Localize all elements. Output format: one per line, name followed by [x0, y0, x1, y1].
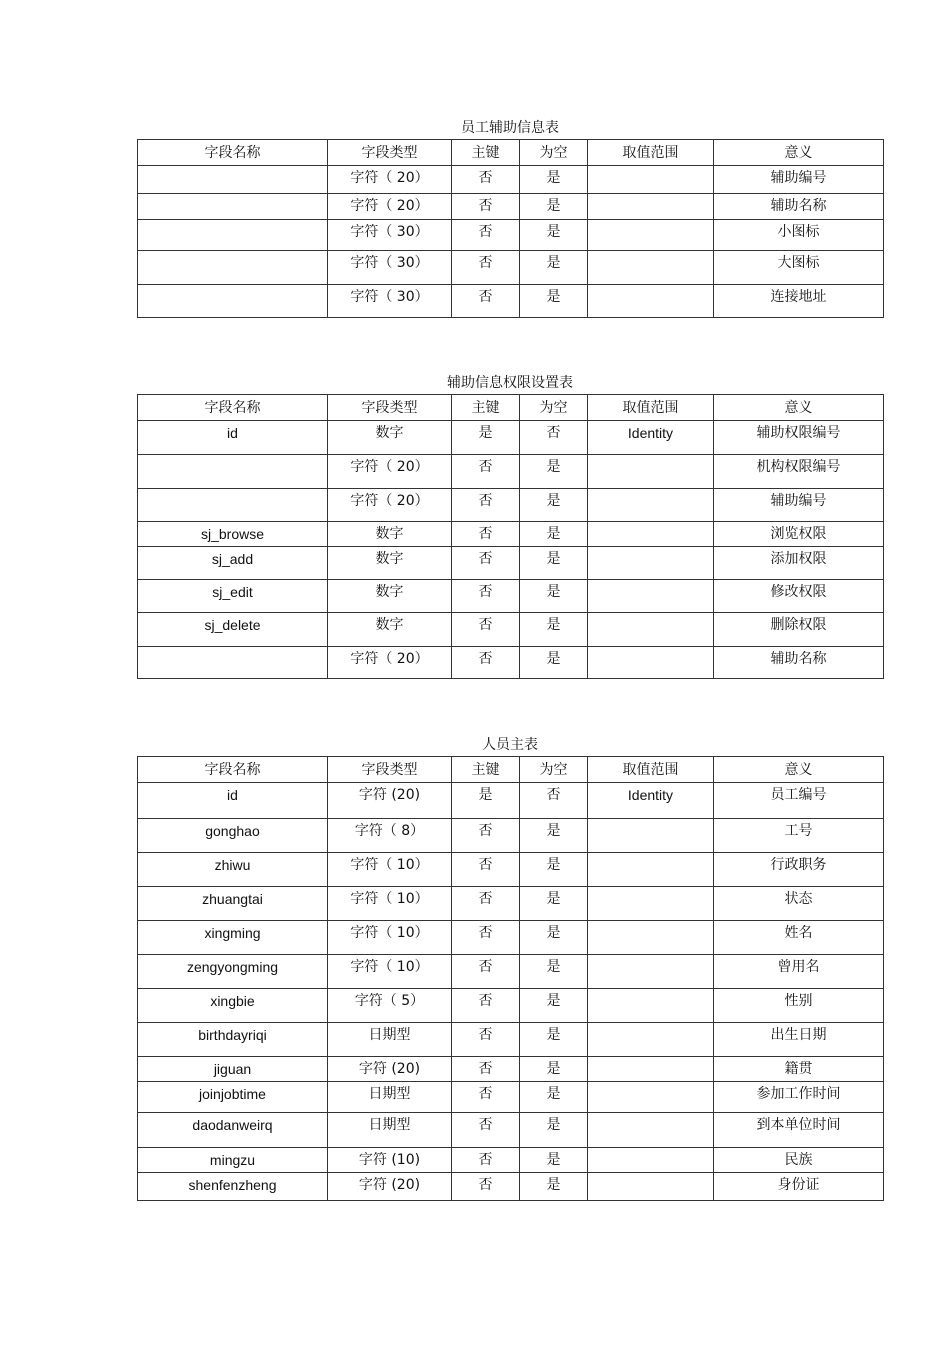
field-type-cell: 字符（ 10） [328, 853, 452, 887]
meaning-cell: 添加权限 [714, 547, 884, 580]
value-range-cell [588, 1057, 714, 1082]
value-range-cell [588, 1148, 714, 1173]
meaning-cell: 行政职务 [714, 853, 884, 887]
primary-key-cell: 否 [452, 285, 520, 318]
field-type-cell: 字符（ 30） [328, 285, 452, 318]
table-row [138, 522, 884, 547]
table-row [138, 194, 884, 220]
table-row [138, 887, 884, 921]
column-header: 字段类型 [328, 140, 452, 166]
table-row [138, 1173, 884, 1201]
field-name-cell: zengyongming [138, 955, 328, 989]
nullable-cell: 是 [520, 489, 588, 522]
primary-key-cell: 否 [452, 1057, 520, 1082]
primary-key-cell: 否 [452, 819, 520, 853]
value-range-cell [588, 989, 714, 1023]
primary-key-cell: 否 [452, 580, 520, 613]
field-name-cell: sj_browse [138, 522, 328, 547]
field-name-cell: id [138, 421, 328, 455]
table-row [138, 489, 884, 522]
field-type-cell: 字符 (20) [328, 1173, 452, 1201]
field-type-cell: 字符（ 20） [328, 166, 452, 194]
primary-key-cell: 否 [452, 1148, 520, 1173]
field-name-cell: birthdayriqi [138, 1023, 328, 1057]
field-name-cell [138, 455, 328, 489]
field-type-cell: 字符（ 5） [328, 989, 452, 1023]
field-type-cell: 数字 [328, 580, 452, 613]
value-range-cell [588, 819, 714, 853]
primary-key-cell: 否 [452, 955, 520, 989]
table-row [138, 1148, 884, 1173]
value-range-cell [588, 547, 714, 580]
value-range-cell [588, 580, 714, 613]
meaning-cell: 身份证 [714, 1173, 884, 1201]
value-range-cell [588, 194, 714, 220]
primary-key-cell: 否 [452, 166, 520, 194]
nullable-cell: 是 [520, 455, 588, 489]
value-range-cell [588, 455, 714, 489]
table-row [138, 613, 884, 647]
table-title: 辅助信息权限设置表 [447, 375, 573, 391]
table-row [138, 783, 884, 819]
nullable-cell: 是 [520, 853, 588, 887]
table-row [138, 819, 884, 853]
nullable-cell: 是 [520, 989, 588, 1023]
table-section-3 [137, 736, 883, 1201]
primary-key-cell: 否 [452, 220, 520, 251]
value-range-cell [588, 647, 714, 679]
primary-key-cell: 否 [452, 547, 520, 580]
field-type-cell: 日期型 [328, 1082, 452, 1113]
primary-key-cell: 否 [452, 613, 520, 647]
field-type-cell: 日期型 [328, 1023, 452, 1057]
table-section-1 [137, 119, 883, 318]
field-type-cell: 字符（ 20） [328, 455, 452, 489]
nullable-cell: 是 [520, 251, 588, 285]
meaning-cell: 浏览权限 [714, 522, 884, 547]
field-type-cell: 字符 (20) [328, 783, 452, 819]
column-header: 字段名称 [138, 395, 328, 421]
field-name-cell: shenfenzheng [138, 1173, 328, 1201]
table-row [138, 853, 884, 887]
primary-key-cell: 否 [452, 1082, 520, 1113]
primary-key-cell: 否 [452, 522, 520, 547]
column-header: 取值范围 [588, 140, 714, 166]
field-type-cell: 字符（ 20） [328, 647, 452, 679]
field-type-cell: 日期型 [328, 1113, 452, 1148]
meaning-cell: 出生日期 [714, 1023, 884, 1057]
field-name-cell [138, 285, 328, 318]
primary-key-cell: 否 [452, 1173, 520, 1201]
column-header: 主键 [452, 395, 520, 421]
nullable-cell: 是 [520, 1023, 588, 1057]
column-header: 字段类型 [328, 757, 452, 783]
header-row [138, 757, 884, 783]
meaning-cell: 修改权限 [714, 580, 884, 613]
table-row [138, 1113, 884, 1148]
value-range-cell [588, 166, 714, 194]
data-table [137, 756, 884, 1201]
value-range-cell [588, 853, 714, 887]
field-type-cell: 字符（ 8） [328, 819, 452, 853]
value-range-cell [588, 1113, 714, 1148]
meaning-cell: 曾用名 [714, 955, 884, 989]
primary-key-cell: 是 [452, 783, 520, 819]
field-type-cell: 字符（ 20） [328, 489, 452, 522]
table-title: 人员主表 [482, 737, 538, 753]
column-header: 取值范围 [588, 757, 714, 783]
nullable-cell: 是 [520, 1057, 588, 1082]
meaning-cell: 姓名 [714, 921, 884, 955]
table-row [138, 285, 884, 318]
nullable-cell: 否 [520, 783, 588, 819]
field-type-cell: 字符（ 10） [328, 955, 452, 989]
column-header: 意义 [714, 140, 884, 166]
header-row [138, 395, 884, 421]
meaning-cell: 员工编号 [714, 783, 884, 819]
field-name-cell: id [138, 783, 328, 819]
table-row [138, 921, 884, 955]
header-row [138, 140, 884, 166]
field-name-cell: zhiwu [138, 853, 328, 887]
field-type-cell: 字符（ 10） [328, 887, 452, 921]
nullable-cell: 是 [520, 194, 588, 220]
table-row [138, 1057, 884, 1082]
meaning-cell: 性别 [714, 989, 884, 1023]
table-title: 员工辅助信息表 [461, 120, 559, 136]
nullable-cell: 是 [520, 955, 588, 989]
value-range-cell: Identity [588, 421, 714, 455]
value-range-cell [588, 613, 714, 647]
field-type-cell: 数字 [328, 421, 452, 455]
field-name-cell: mingzu [138, 1148, 328, 1173]
field-name-cell: jiguan [138, 1057, 328, 1082]
column-header: 意义 [714, 395, 884, 421]
table-row [138, 547, 884, 580]
column-header: 字段名称 [138, 140, 328, 166]
field-name-cell: joinjobtime [138, 1082, 328, 1113]
nullable-cell: 是 [520, 613, 588, 647]
table-row [138, 220, 884, 251]
nullable-cell: 是 [520, 285, 588, 318]
meaning-cell: 连接地址 [714, 285, 884, 318]
table-row [138, 647, 884, 679]
field-name-cell [138, 489, 328, 522]
primary-key-cell: 否 [452, 251, 520, 285]
field-name-cell: xingming [138, 921, 328, 955]
value-range-cell [588, 887, 714, 921]
column-header: 字段类型 [328, 395, 452, 421]
meaning-cell: 删除权限 [714, 613, 884, 647]
column-header: 意义 [714, 757, 884, 783]
value-range-cell [588, 1023, 714, 1057]
column-header: 字段名称 [138, 757, 328, 783]
primary-key-cell: 否 [452, 455, 520, 489]
meaning-cell: 籍贯 [714, 1057, 884, 1082]
data-table [137, 139, 884, 318]
meaning-cell: 到本单位时间 [714, 1113, 884, 1148]
value-range-cell [588, 921, 714, 955]
field-type-cell: 数字 [328, 522, 452, 547]
table-section-2 [137, 374, 883, 679]
table-row [138, 955, 884, 989]
meaning-cell: 工号 [714, 819, 884, 853]
field-name-cell [138, 166, 328, 194]
primary-key-cell: 否 [452, 1113, 520, 1148]
table-row [138, 1082, 884, 1113]
field-name-cell [138, 251, 328, 285]
primary-key-cell: 否 [452, 1023, 520, 1057]
value-range-cell [588, 251, 714, 285]
primary-key-cell: 否 [452, 887, 520, 921]
field-type-cell: 字符 (20) [328, 1057, 452, 1082]
field-name-cell: sj_edit [138, 580, 328, 613]
value-range-cell [588, 955, 714, 989]
meaning-cell: 机构权限编号 [714, 455, 884, 489]
primary-key-cell: 否 [452, 989, 520, 1023]
column-header: 为空 [520, 395, 588, 421]
field-type-cell: 字符（ 10） [328, 921, 452, 955]
table-row [138, 166, 884, 194]
meaning-cell: 辅助编号 [714, 489, 884, 522]
meaning-cell: 小图标 [714, 220, 884, 251]
nullable-cell: 是 [520, 921, 588, 955]
nullable-cell: 是 [520, 647, 588, 679]
table-row [138, 989, 884, 1023]
value-range-cell [588, 522, 714, 547]
nullable-cell: 是 [520, 1173, 588, 1201]
data-table [137, 394, 884, 679]
field-type-cell: 字符 (10) [328, 1148, 452, 1173]
table-row [138, 1023, 884, 1057]
column-header: 为空 [520, 140, 588, 166]
table-row [138, 455, 884, 489]
nullable-cell: 是 [520, 220, 588, 251]
meaning-cell: 参加工作时间 [714, 1082, 884, 1113]
field-name-cell [138, 194, 328, 220]
field-type-cell: 数字 [328, 547, 452, 580]
nullable-cell: 是 [520, 1082, 588, 1113]
value-range-cell [588, 489, 714, 522]
meaning-cell: 状态 [714, 887, 884, 921]
field-name-cell [138, 647, 328, 679]
field-name-cell: zhuangtai [138, 887, 328, 921]
value-range-cell [588, 220, 714, 251]
field-type-cell: 字符（ 20） [328, 194, 452, 220]
meaning-cell: 辅助名称 [714, 647, 884, 679]
value-range-cell [588, 285, 714, 318]
nullable-cell: 是 [520, 819, 588, 853]
nullable-cell: 是 [520, 1148, 588, 1173]
table-row [138, 421, 884, 455]
nullable-cell: 是 [520, 580, 588, 613]
nullable-cell: 是 [520, 166, 588, 194]
column-header: 取值范围 [588, 395, 714, 421]
value-range-cell [588, 1082, 714, 1113]
field-name-cell: sj_add [138, 547, 328, 580]
meaning-cell: 大图标 [714, 251, 884, 285]
field-type-cell: 字符（ 30） [328, 251, 452, 285]
nullable-cell: 是 [520, 522, 588, 547]
meaning-cell: 民族 [714, 1148, 884, 1173]
table-row [138, 251, 884, 285]
nullable-cell: 是 [520, 1113, 588, 1148]
meaning-cell: 辅助编号 [714, 166, 884, 194]
primary-key-cell: 否 [452, 194, 520, 220]
field-type-cell: 数字 [328, 613, 452, 647]
field-name-cell: xingbie [138, 989, 328, 1023]
meaning-cell: 辅助名称 [714, 194, 884, 220]
primary-key-cell: 否 [452, 647, 520, 679]
field-type-cell: 字符（ 30） [328, 220, 452, 251]
nullable-cell: 是 [520, 887, 588, 921]
meaning-cell: 辅助权限编号 [714, 421, 884, 455]
field-name-cell: daodanweirq [138, 1113, 328, 1148]
nullable-cell: 否 [520, 421, 588, 455]
value-range-cell [588, 1173, 714, 1201]
field-name-cell: sj_delete [138, 613, 328, 647]
primary-key-cell: 否 [452, 921, 520, 955]
column-header: 主键 [452, 140, 520, 166]
value-range-cell: Identity [588, 783, 714, 819]
nullable-cell: 是 [520, 547, 588, 580]
field-name-cell [138, 220, 328, 251]
table-row [138, 580, 884, 613]
field-name-cell: gonghao [138, 819, 328, 853]
column-header: 为空 [520, 757, 588, 783]
column-header: 主键 [452, 757, 520, 783]
primary-key-cell: 否 [452, 853, 520, 887]
primary-key-cell: 是 [452, 421, 520, 455]
primary-key-cell: 否 [452, 489, 520, 522]
